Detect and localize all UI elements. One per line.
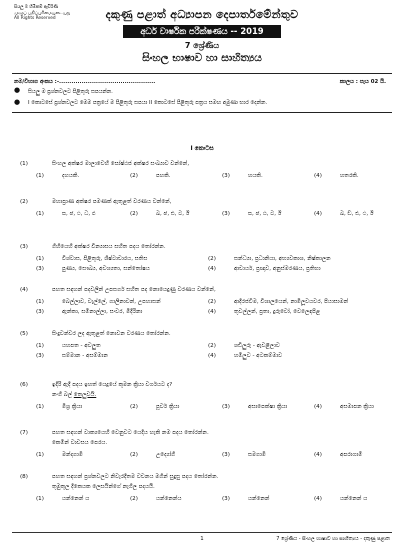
answer-option[interactable]	[208, 256, 331, 263]
footer-subject: 7 ශ්‍රේණිය - සිංහල භාෂාව හා සාහිත්‍යය - දකුණු පළාත	[276, 536, 390, 542]
answer-option[interactable]	[314, 404, 374, 411]
answer-option[interactable]	[222, 452, 266, 459]
option-text: යහපත - අවලුත	[62, 343, 101, 349]
option-number: (2)	[130, 496, 138, 502]
option-text: ඛ, ඞ, ඪ, ථ, ඊ	[340, 211, 374, 217]
question-text: සිංහල අක්ෂර මාලාවෙහි ඝෝෂ්ඨජ අක්ෂර සංඛ්‍යාව වන්නේ,	[52, 161, 190, 167]
question-example-underlined: තෙලුවයි.	[73, 392, 97, 398]
option-number: (1)	[36, 496, 44, 502]
question-number: (7)	[20, 430, 28, 436]
question-example	[52, 484, 155, 491]
question-example	[52, 440, 107, 447]
answer-option[interactable]	[222, 404, 287, 411]
part-title: I කොටස	[190, 146, 214, 152]
answer-option[interactable]	[36, 256, 147, 263]
answer-option[interactable]	[314, 211, 373, 218]
option-number: (3)	[222, 404, 230, 410]
option-number: (1)	[36, 452, 44, 458]
question-number: (2)	[20, 199, 28, 205]
question-number: (1)	[20, 161, 28, 167]
question-text: පහත සඳහන් පදවලින් උපසර්ග සහිත පද නොයෙදුණු වරණය වන්නේ,	[52, 287, 216, 293]
option-text: හමිලුව - අටකම්මාව	[234, 353, 283, 359]
answer-option[interactable]	[222, 173, 263, 180]
question-number: (4)	[20, 287, 28, 293]
answer-option[interactable]	[130, 211, 189, 218]
option-text: උද්‍යෝගී	[156, 452, 176, 458]
question-number: (3)	[20, 244, 28, 250]
option-text: ආචාර්ය, ප්‍රඥාව, අනුස්මරණය, ප්‍රතිභා	[234, 266, 321, 272]
copyright-line-2: முழுப் பதிப்புரிமையுடையது	[14, 10, 71, 16]
option-number: (4)	[208, 353, 216, 359]
question-example-text: කෙමින් වාවසය පෙරය.	[52, 440, 108, 446]
option-text: සම්මාන - අසම්මාන	[62, 353, 108, 359]
answer-option[interactable]	[36, 299, 161, 306]
option-text: හතරකි.	[340, 173, 359, 179]
answer-option[interactable]	[36, 353, 108, 360]
answer-option[interactable]	[36, 496, 89, 503]
answer-option[interactable]	[222, 496, 269, 503]
option-number: (1)	[36, 404, 44, 410]
answer-option[interactable]	[314, 452, 362, 459]
option-text: ඝ, ඡ, ඨ, ට, ඊ	[248, 211, 282, 217]
option-number: (3)	[36, 353, 44, 359]
question-number: (8)	[20, 474, 28, 480]
option-number: (4)	[314, 496, 322, 502]
answer-option[interactable]	[36, 173, 79, 180]
option-text: ඇන්කා, සමිනාල්ලා, සංවර, මිදිරිනා	[62, 309, 143, 315]
subject-title: සිංහල භාෂාව හා සාහිත්‍යය	[142, 52, 262, 64]
answer-option[interactable]	[222, 211, 281, 218]
option-number: (2)	[130, 452, 138, 458]
option-number: (4)	[314, 404, 322, 410]
option-text: සන්ධ්‍යා, ප්‍රධානියා, අභ්‍යවකාශ, නිෂ්කාලන	[234, 256, 331, 262]
name-field-label: නම/විභාග අංකය :-...............................................	[14, 79, 156, 85]
answer-option[interactable]	[36, 266, 150, 273]
header-divider	[12, 73, 392, 74]
option-number: (3)	[222, 496, 230, 502]
option-number: (3)	[222, 452, 230, 458]
option-number: (2)	[130, 211, 138, 217]
option-number: (4)	[208, 266, 216, 272]
option-number: (1)	[36, 299, 44, 305]
option-text: මිශ්‍ර ක්‍රියා	[62, 404, 83, 410]
answer-option[interactable]	[130, 173, 171, 180]
option-number: (2)	[130, 404, 138, 410]
option-number: (1)	[36, 211, 44, 217]
exam-title-banner: අර්ධ වාර්ෂික පරීක්ෂණය -- 2019	[123, 25, 281, 38]
option-text: යන්නෙන් ය	[62, 496, 90, 502]
option-number: (4)	[208, 309, 216, 315]
instruction-1: සියලු ම ප්‍රශ්නවලට පිළිතුරු සපයන්න.	[28, 89, 113, 95]
question-number: (6)	[20, 382, 28, 388]
copyright-line-1: සියලු ම හිමිකම් ඇවිරිණි	[14, 5, 58, 10]
option-text: අපරාගාමී	[340, 452, 363, 458]
answer-option[interactable]	[130, 496, 181, 503]
option-text: ඝ, ඡ, ථ, ධ, ඵ	[62, 211, 96, 217]
bullet-icon: ●	[14, 86, 21, 94]
option-number: (3)	[222, 211, 230, 217]
answer-option[interactable]	[36, 211, 96, 218]
option-text: විශ්වාස, පිළිතුරු, ශිෂ්ටාචාරය, සතිස	[62, 256, 148, 262]
grade-label: 7 ශ්‍රේණිය	[184, 41, 220, 50]
answer-option[interactable]	[36, 309, 142, 316]
page-number: 1	[200, 536, 204, 542]
option-text: පහකි.	[156, 173, 171, 179]
answer-option[interactable]	[36, 452, 83, 459]
option-number: (2)	[208, 299, 216, 305]
option-text: මන්දගාමී	[62, 452, 83, 458]
option-text: පූර්ව ක්‍රියා	[156, 404, 180, 410]
option-text: අසමාපන ක්‍රියා	[340, 404, 374, 410]
answer-option[interactable]	[208, 343, 280, 350]
option-text: යන්නෙන්ය	[156, 496, 182, 502]
option-text: අසාපෙක්ෂා ක්‍රියා	[248, 404, 288, 410]
answer-option[interactable]	[36, 404, 82, 411]
option-number: (1)	[36, 343, 44, 349]
option-number: (2)	[208, 256, 216, 262]
option-text: යන්නෙන් ය	[340, 496, 368, 502]
option-text: යන්නෙන්	[248, 496, 270, 502]
answer-option[interactable]	[208, 309, 320, 316]
question-example-text: තුමුතුල දිකෙයක ලෙසයින්ගේ නැගිල පදයයි.	[52, 484, 155, 490]
option-text: හයකි.	[248, 173, 263, 179]
option-number: (4)	[314, 211, 322, 217]
option-number: (3)	[36, 266, 44, 272]
department-title: දකුණු පළාත් අධ්‍යාපන දෙපාර්තමේන්තුව	[105, 8, 299, 21]
option-text: තුවල්ලන්, ප්‍රතා, දුරුවෝ, වෙලෙඳපිළ	[234, 309, 321, 315]
answer-option[interactable]	[208, 353, 282, 360]
question-text: මහාප්‍රාණ අක්ෂර පමණක් ඇතුළත් වරණය වන්නේ,	[52, 199, 172, 205]
option-text: දහයකි.	[62, 173, 80, 179]
option-number: (1)	[36, 256, 44, 262]
question-text: පහත සඳහන් වාක්‍යයෙහි වෙනුවට යෙදිය හැකි නම පදය තෝරන්න.	[52, 430, 209, 436]
answer-option[interactable]	[208, 266, 321, 273]
answer-option[interactable]	[314, 173, 359, 180]
copyright-line-3: All Rights Reserved	[14, 16, 56, 22]
answer-option[interactable]	[36, 343, 101, 350]
option-number: (1)	[36, 173, 44, 179]
footer-divider	[12, 532, 392, 533]
answer-option[interactable]	[130, 452, 175, 459]
option-text: පුණ්‍ය, සෞඛ්‍ය, අවශ්‍යතා, සන්තෝෂය	[62, 266, 150, 272]
option-number: (2)	[130, 173, 138, 179]
option-number: (2)	[208, 343, 216, 349]
bullet-icon: ●	[14, 98, 21, 106]
question-example-text: නංගි බල්	[52, 392, 74, 398]
question-text: සිංදුවන්වර ලද ඇතුළත් නොවන වරණය තෝරන්න.	[52, 331, 171, 337]
answer-option[interactable]	[208, 299, 348, 306]
option-number: (4)	[314, 173, 322, 179]
instructions-divider	[12, 112, 392, 113]
option-number: (3)	[222, 173, 230, 179]
option-text: ශඩිලුරු - ඇවළිලාව	[234, 343, 280, 349]
option-text: ඛ, ඡ, ඪ, ට, ඊ	[156, 211, 190, 217]
option-text: ආදිරජවීම, විශාලයෙන්, නාමිලූවයවර, පියාසාමන්	[234, 299, 349, 305]
option-text: සමගාමී	[248, 452, 266, 458]
instruction-2: I කොටසේ ප්‍රශ්නවලට මෙම පත්‍රයේ ම පිළිතුරු සපයා II කොටසේ පිළිතුරු පත්‍රය සමඟ අමුණා භාර දෙන්න.	[28, 100, 268, 106]
question-text: ගිහියෙහි අක්ෂර වින්‍යාසය සහිත පදය තෝරන්න.	[52, 244, 166, 250]
answer-option[interactable]	[314, 496, 367, 503]
option-number: (3)	[36, 309, 44, 315]
option-number: (4)	[314, 452, 322, 458]
question-example	[52, 392, 96, 399]
question-number: (5)	[20, 331, 28, 337]
option-text: බෙල්ලාව, වැල්ලේ, ගාලිනාවන්, උපහාසන්	[62, 299, 161, 305]
time-allowed: කාලය : පැය 02 යි.	[339, 79, 386, 85]
question-text: ඉදිරි ඇදි පදය ඉහත් යෙදූයේ කුමන ක්‍රියා වර්ගයට ද?	[52, 382, 173, 388]
question-text: පහත සඳහන් ප්‍රශ්නවලට නිවැරදිතම වචනය මගින් සුදුසු පදය තෝරන්න.	[52, 474, 219, 480]
answer-option[interactable]	[130, 404, 179, 411]
